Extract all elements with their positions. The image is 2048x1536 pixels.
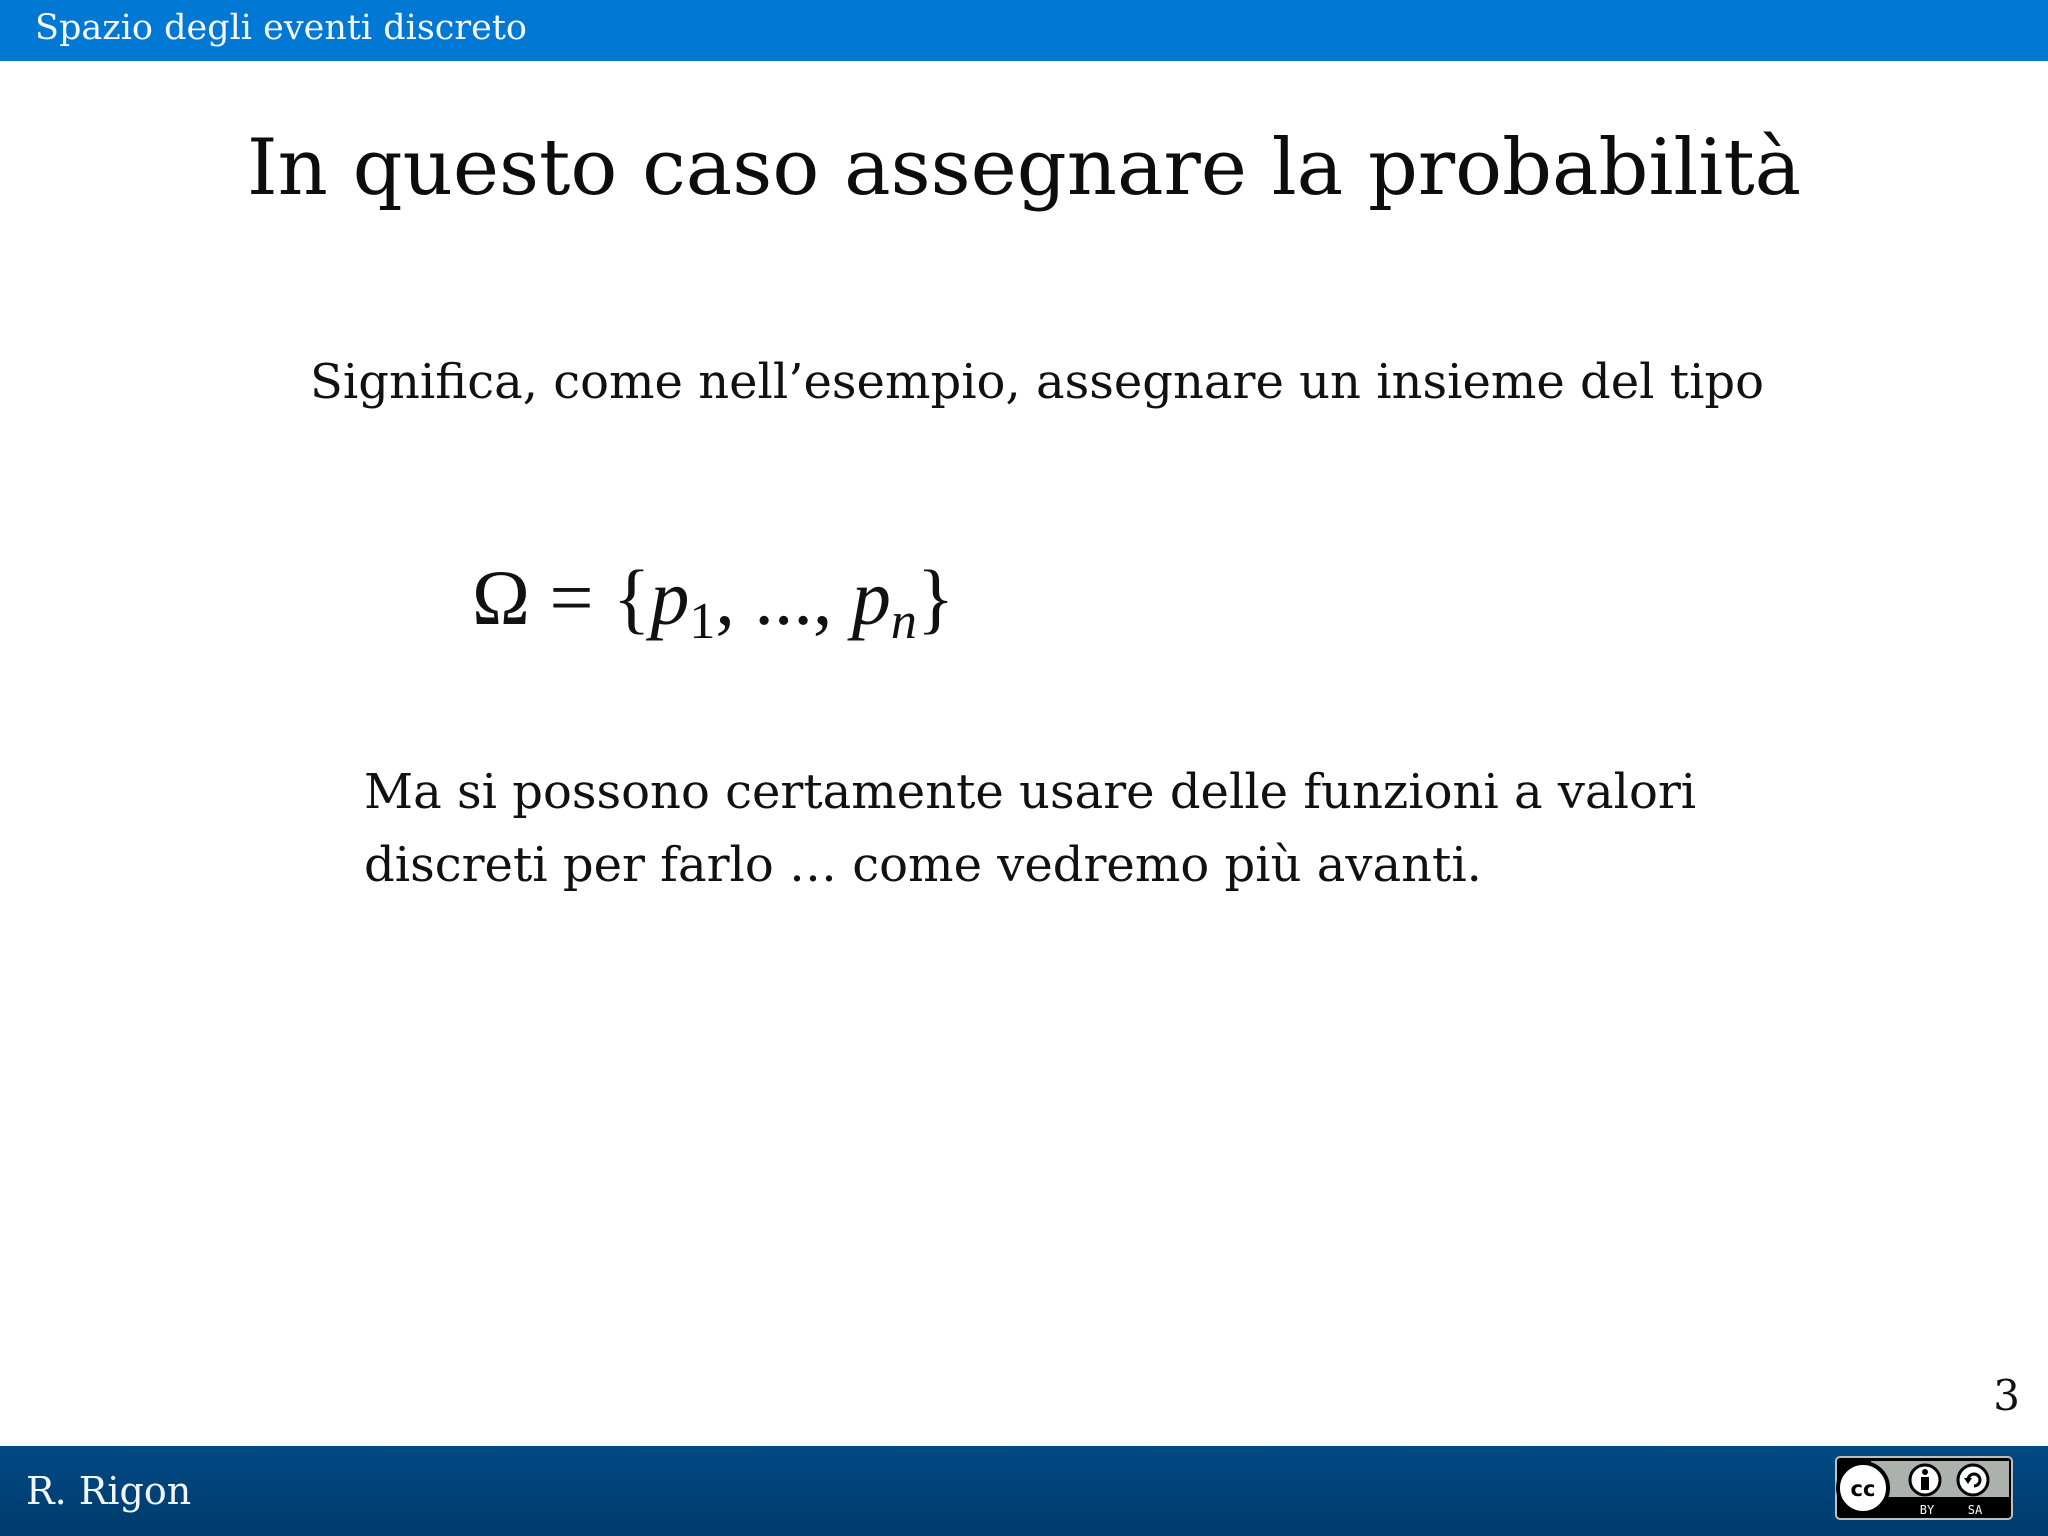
intro-text: Significa, come nell’esempio, assegnare un insieme del tipo (310, 354, 1765, 410)
p-last: p (851, 554, 891, 641)
page-number: 3 (1993, 1371, 2020, 1420)
creative-commons-by-sa-icon (1835, 1456, 2013, 1520)
sa-label: SA (1967, 1503, 1983, 1517)
formula (472, 548, 954, 658)
close-brace: } (916, 554, 955, 641)
open-brace: { (612, 554, 651, 641)
equals-sign: = (549, 554, 594, 641)
body-line: Ma si possono certamente usare delle funzioni a valori (364, 764, 1697, 820)
footer-bar (0, 1446, 2048, 1536)
body-paragraph (364, 756, 1764, 902)
header-bar (0, 0, 2048, 61)
omega-symbol: Ω (472, 554, 530, 641)
author-name: R. Rigon (26, 1469, 192, 1513)
p-first: p (650, 554, 690, 641)
ellipsis-separator: , ..., (715, 554, 852, 641)
body-line: discreti per farlo … come vedremo più avanti. (364, 837, 1482, 893)
cc-label: cc (1850, 1477, 1876, 1501)
slide-title: In questo caso assegnare la probabilità (246, 123, 1802, 213)
subscript-last: n (890, 593, 917, 650)
by-label: BY (1919, 1503, 1935, 1517)
subscript-first: 1 (689, 593, 716, 650)
section-title: Spazio degli eventi discreto (35, 8, 527, 48)
